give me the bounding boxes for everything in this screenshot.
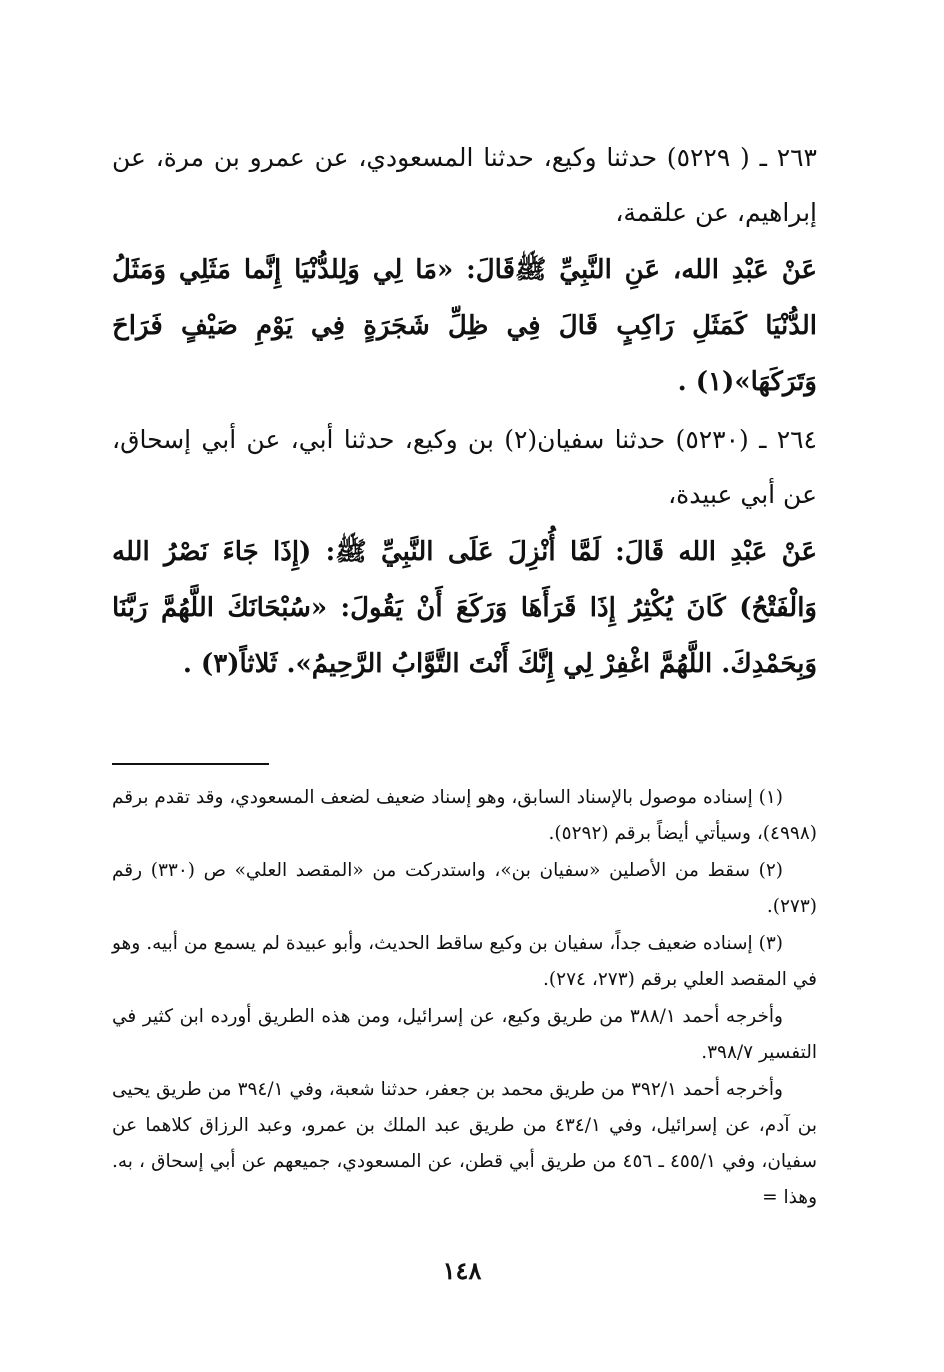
footnote-3-continued-b: وأخرجه أحمد ٣٩٢/١ من طريق محمد بن جعفر، حدثنا شعبة، وفي ٣٩٤/١ من طريق يحيى بن آدم، عن إسرائيل، وفي ٤٣٤/١ من طريق عبد الملك بن عمرو، وعبد الرزاق كلاهما عن سفيان، وفي ٤٥٥/١ ـ ٤٥٦ من طريق أبي قطن، عن المسعودي، جميعهم عن أبي إسحاق ، به. وهذا = <box>112 1079 817 1208</box>
book-page <box>112 120 817 1320</box>
hadith-264-matn: عَنْ عَبْدِ الله قَالَ: لَمَّا أُنْزِلَ عَلَى النَّبِيِّ ﷺ: (إِذَا جَاءَ نَصْرُ الله وَالْفَتْحُ) كَانَ يُكْثِرُ إِذَا قَرَأَهَا وَرَكَعَ أَنْ يَقُولَ: «سُبْحَانَكَ اللَّهُمَّ رَبَّنَا وَبِحَمْدِكَ. اللَّهُمَّ اغْفِرْ لِي إِنَّكَ أَنْتَ التَّوَّابُ الرَّحِيمُ». ثَلاثاً(٣) . <box>112 537 817 679</box>
page-number: ١٤٨ <box>442 1256 482 1285</box>
hadith-264-isnad: ٢٦٤ ـ (٥٢٣٠) حدثنا سفيان(٢) بن وكيع، حدثنا أبي، عن أبي إسحاق، عن أبي عبيدة، <box>112 425 817 509</box>
hadith-263-isnad: ٢٦٣ ـ ( ٥٢٢٩) حدثنا وكيع، حدثنا المسعودي، عن عمرو بن مرة، عن إبراهيم، عن علقمة، <box>112 143 817 227</box>
footnote-1: (١) إسناده موصول بالإسناد السابق، وهو إسناد ضعيف لضعف المسعودي، وقد تقدم برقم (٤٩٩٨)، وسيأتي أيضاً برقم (٥٢٩٢). <box>112 787 817 844</box>
footnote-3: (٣) إسناده ضعيف جداً، سفيان بن وكيع ساقط الحديث، وأبو عبيدة لم يسمع من أبيه. وهو في المقصد العلي برقم (٢٧٣، ٢٧٤). <box>112 933 817 990</box>
footnote-3-continued-a: وأخرجه أحمد ٣٨٨/١ من طريق وكيع، عن إسرائيل، ومن هذه الطريق أورده ابن كثير في التفسير ٣٩٨/٧. <box>112 1006 817 1063</box>
footnote-2: (٢) سقط من الأصلين «سفيان بن»، واستدركت من «المقصد العلي» ص (٣٣٠) رقم (٢٧٣). <box>112 860 817 917</box>
hadith-263-matn: عَنْ عَبْدِ الله، عَنِ النَّبِيِّ ﷺقَالَ: «مَا لِي وَلِلدُّنْيَا إِنَّما مَثَلِي وَمَثَلُ الدُّنْيَا كَمَثَلِ رَاكِبٍ قَالَ فِي ظِلِّ شَجَرَةٍ فِي يَوْمِ صَيْفٍ فَرَاحَ وَتَرَكَهَا»(١) . <box>112 255 817 397</box>
footnote-divider <box>112 763 269 765</box>
